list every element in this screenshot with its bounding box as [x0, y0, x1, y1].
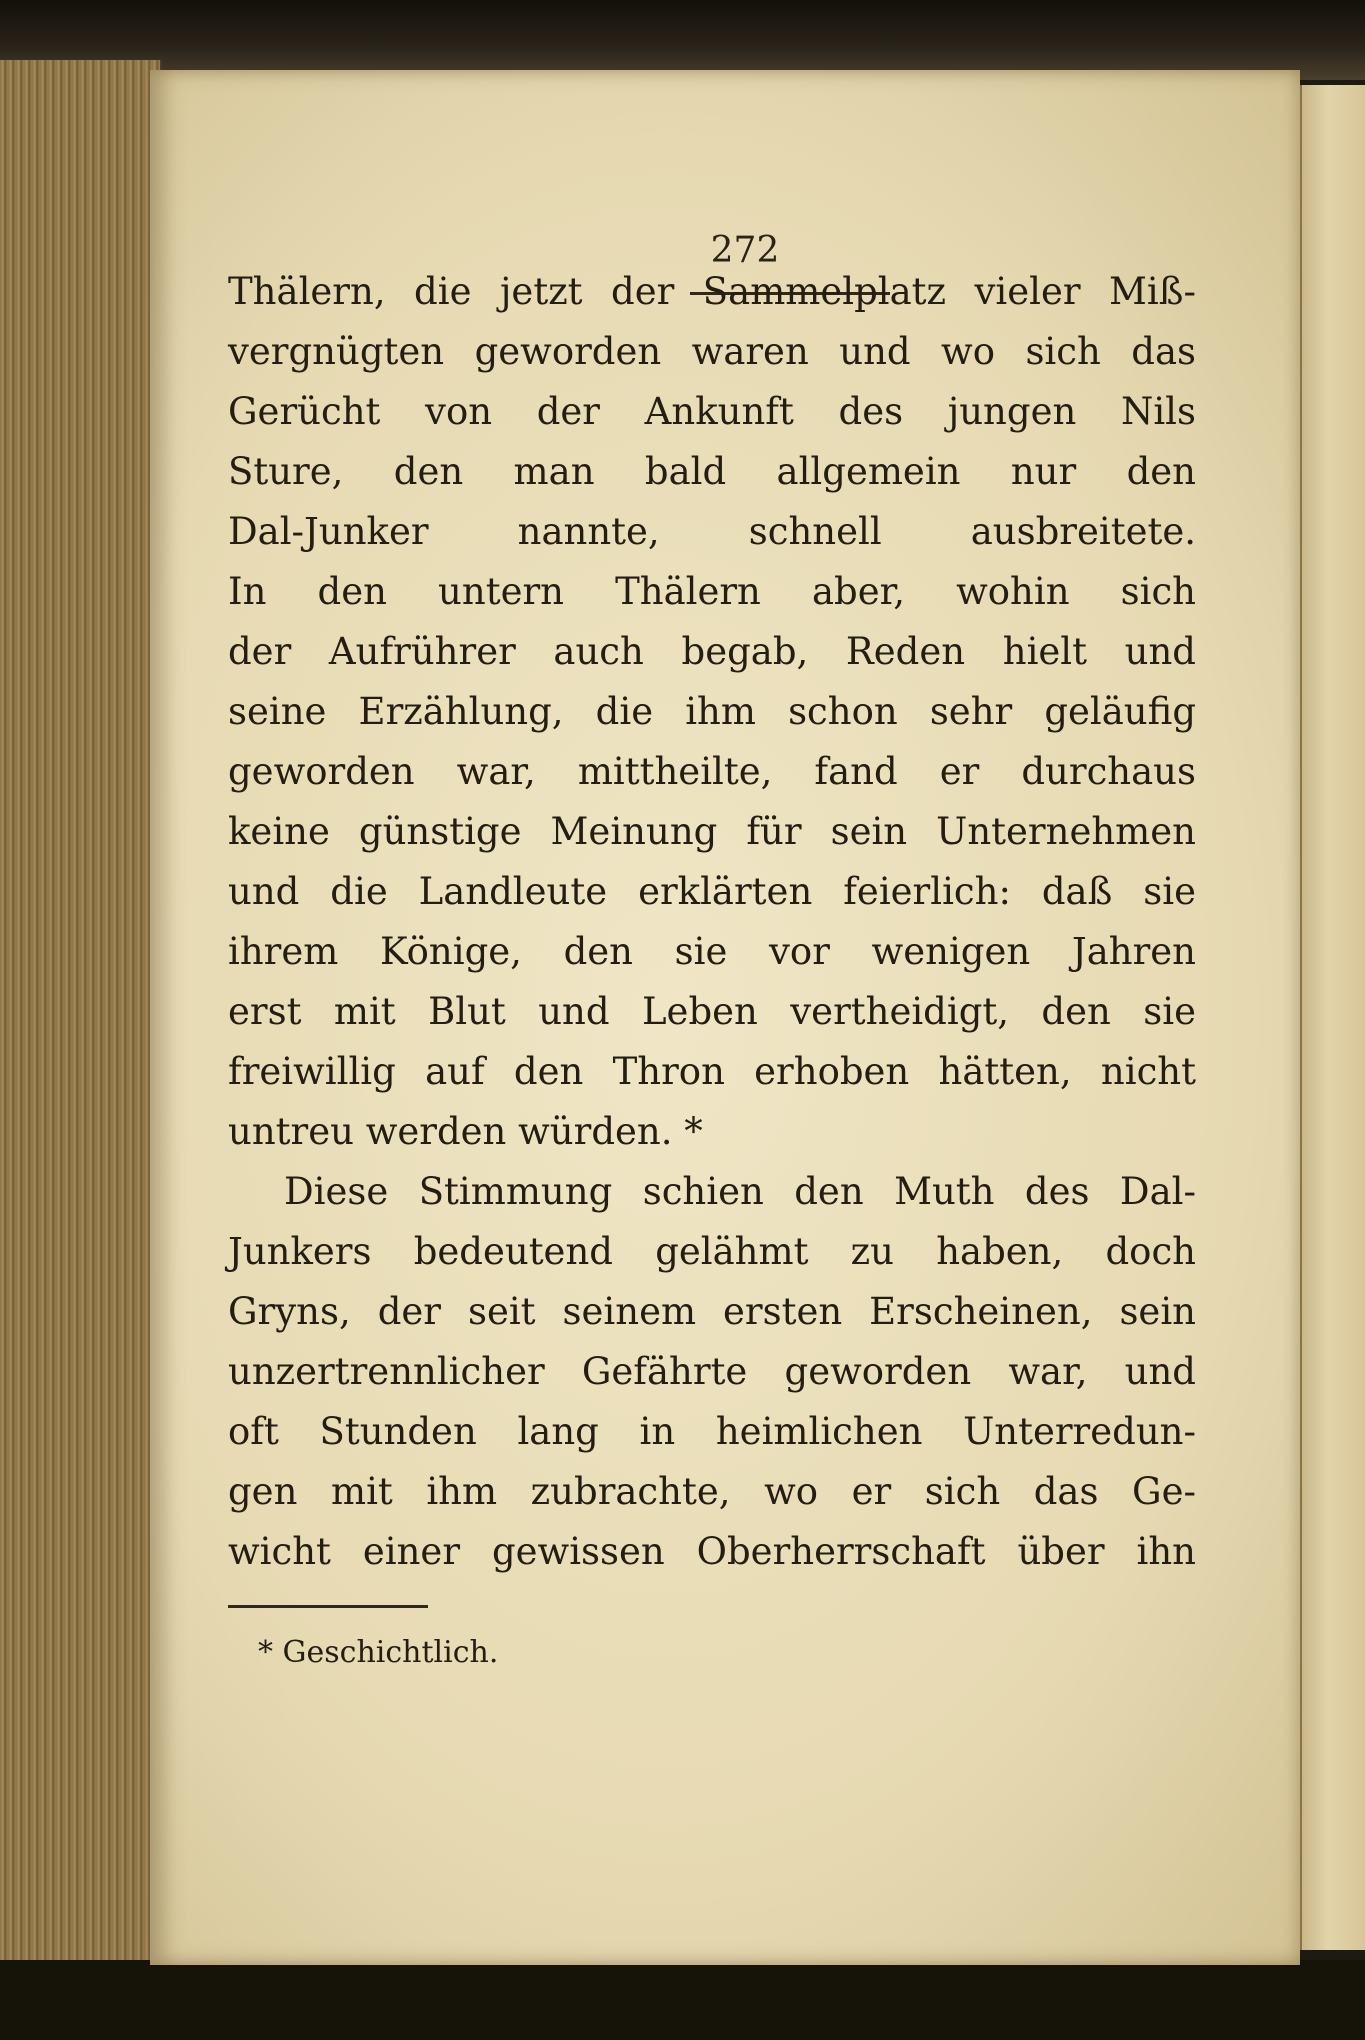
footnote-rule: [228, 1605, 428, 1608]
text-line: Gerücht von der Ankunft des jungen Nils: [228, 390, 1196, 433]
text-line: ihrem Könige, den sie vor wenigen Jahren: [228, 930, 1196, 973]
text-line: untreu werden würden. *: [228, 1110, 703, 1153]
body-text: [228, 262, 1196, 1582]
text-line: Dal-Junker nannte, schnell ausbreitete.: [228, 510, 1196, 553]
text-line: freiwillig auf den Thron erhoben hätten, nicht: [228, 1050, 1196, 1093]
text-line: wicht einer gewissen Oberherrschaft über ihn: [228, 1530, 1196, 1573]
next-page-edge: [1300, 85, 1365, 1950]
book-bottom-edge: [0, 1960, 1365, 2040]
text-line: erst mit Blut und Leben vertheidigt, den sie: [228, 990, 1196, 1033]
page-number: 272: [710, 230, 780, 271]
text-line: der Aufrührer auch begab, Reden hielt und: [228, 630, 1196, 673]
footnote: * Geschichtlich.: [258, 1635, 499, 1670]
text-line: seine Erzählung, die ihm schon sehr geläufig: [228, 690, 1196, 733]
text-line: Diese Stimmung schien den Muth des Dal-: [284, 1170, 1196, 1213]
text-line: vergnügten geworden waren und wo sich das: [228, 330, 1196, 373]
text-line: Junkers bedeutend gelähmt zu haben, doch: [228, 1230, 1196, 1273]
text-line: Gryns, der seit seinem ersten Erscheinen, sein: [228, 1290, 1196, 1333]
text-line: Sture, den man bald allgemein nur den: [228, 450, 1196, 493]
text-line: oft Stunden lang in heimlichen Unterredun-: [228, 1410, 1196, 1453]
text-line: unzertrennlicher Gefährte geworden war, und: [228, 1350, 1196, 1393]
book-top-edge: [0, 0, 1365, 80]
text-line: Thälern, die jetzt der Sammelplatz vieler Miß-: [228, 270, 1196, 313]
text-line: In den untern Thälern aber, wohin sich: [228, 570, 1196, 613]
text-line: gen mit ihm zubrachte, wo er sich das Ge-: [228, 1470, 1196, 1513]
book-fore-edge: [0, 60, 162, 1960]
text-line: keine günstige Meinung für sein Unternehmen: [228, 810, 1196, 853]
text-line: geworden war, mittheilte, fand er durchaus: [228, 750, 1196, 793]
text-line: und die Landleute erklärten feierlich: daß sie: [228, 870, 1196, 913]
